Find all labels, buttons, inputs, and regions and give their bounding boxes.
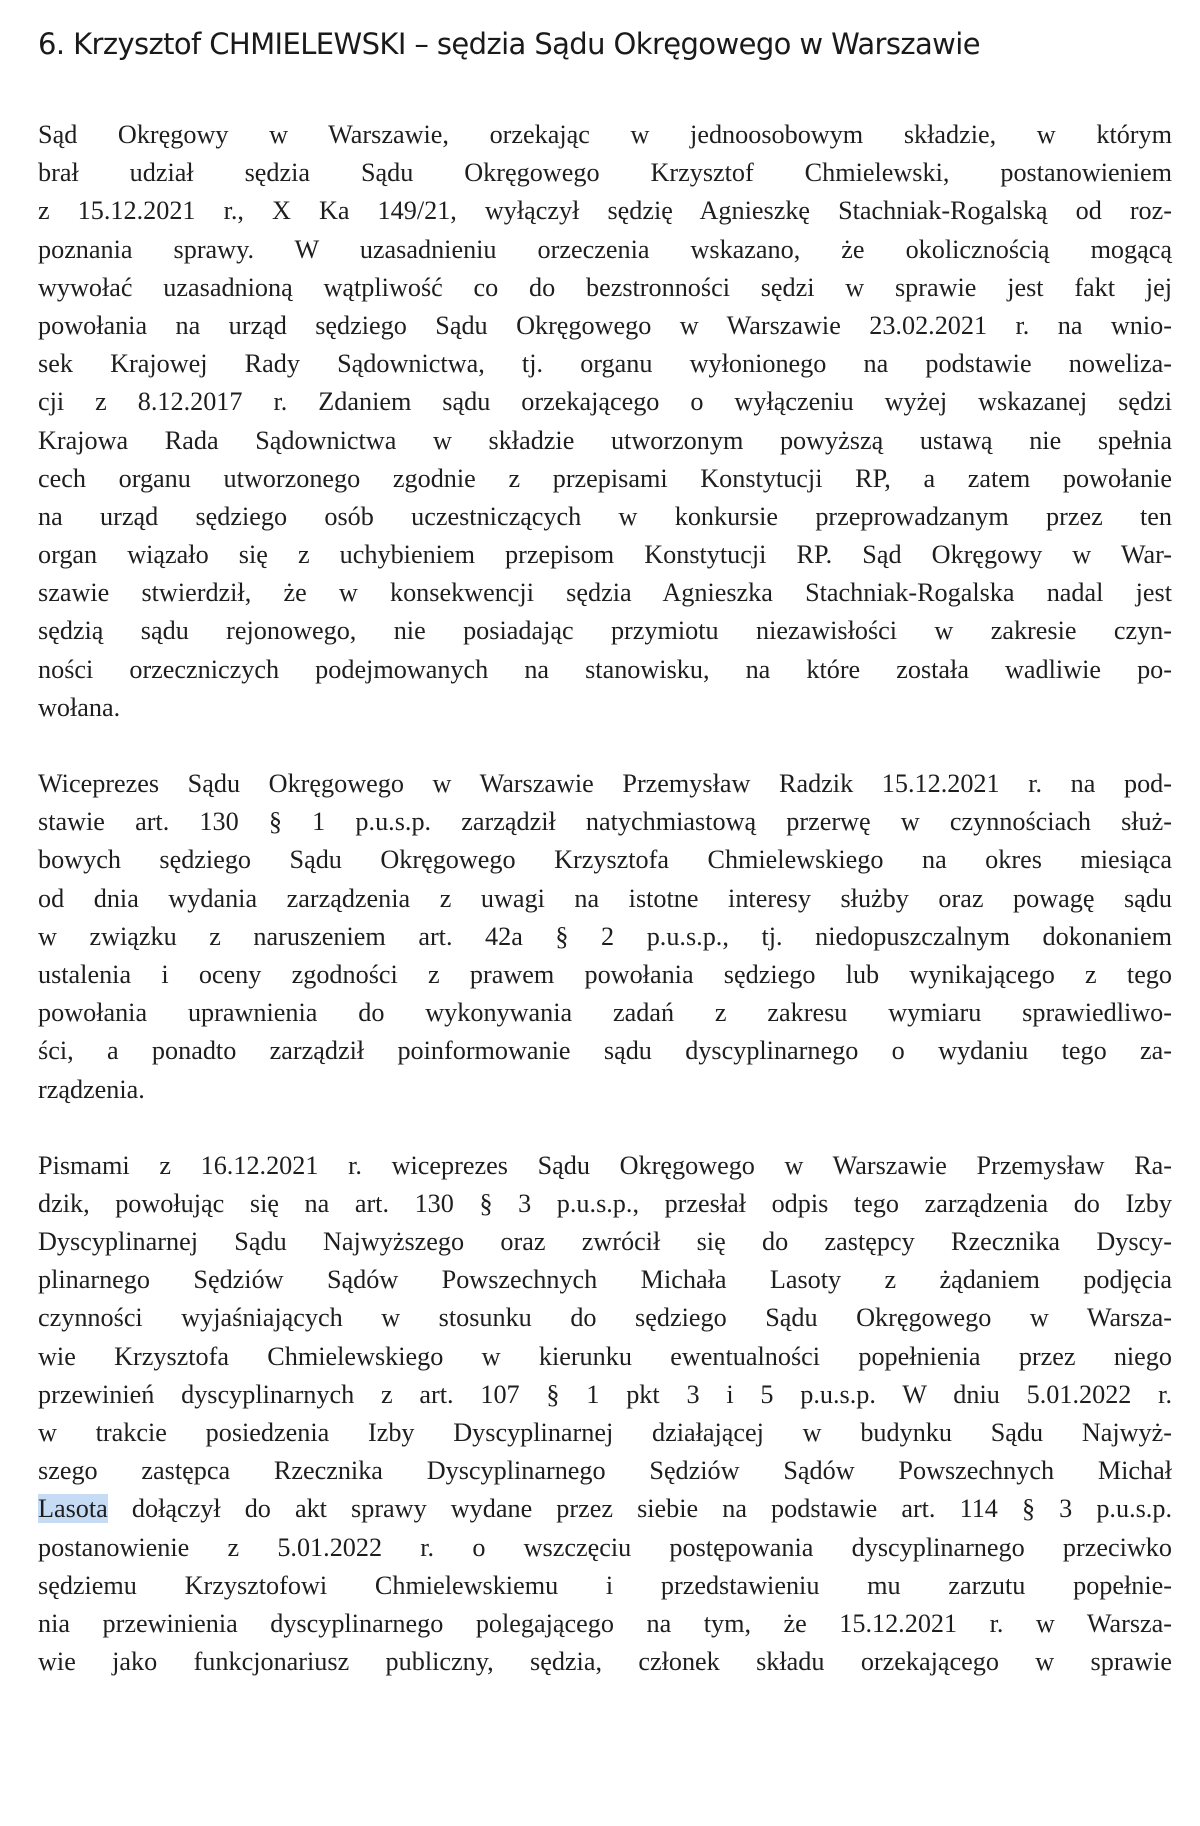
text-line: powołania uprawnienia do wykonywania zadań z zakresu wymiaru sprawiedliwo- (38, 998, 1172, 1028)
text-line: Dyscyplinarnej Sądu Najwyższego oraz zwrócił się do zastępcy Rzecznika Dyscy- (38, 1227, 1172, 1257)
text-line: poznania sprawy. W uzasadnieniu orzeczenia wskazano, że okolicznością mogącą (38, 234, 1172, 264)
paragraph-3 (38, 1147, 1172, 1682)
text-line: z 15.12.2021 r., X Ka 149/21, wyłączył sędzię Agnieszkę Stachniak-Rogalską od roz- (38, 196, 1172, 226)
text-line: Krajowa Rada Sądownictwa w składzie utworzonym powyższą ustawą nie spełnia (38, 425, 1172, 455)
text-line: stawie art. 130 § 1 p.u.s.p. zarządził natychmiastową przerwę w czynnościach służ- (38, 807, 1172, 837)
text-line: sędziemu Krzysztofowi Chmielewskiemu i przedstawieniu mu zarzutu popełnie- (38, 1570, 1172, 1600)
text-line: ści, a ponadto zarządził poinformowanie sądu dyscyplinarnego o wydaniu tego za- (38, 1036, 1172, 1066)
paragraph-2 (38, 765, 1172, 1109)
text-line: nia przewinienia dyscyplinarnego polegającego na tym, że 15.12.2021 r. w Warsza- (38, 1608, 1172, 1638)
text-line: przewinień dyscyplinarnych z art. 107 § 1 pkt 3 i 5 p.u.s.p. W dniu 5.01.2022 r. (38, 1379, 1172, 1409)
selected-text[interactable]: Lasota (38, 1494, 108, 1524)
text-line: powołania na urząd sędziego Sądu Okręgowego w Warszawie 23.02.2021 r. na wnio- (38, 310, 1172, 340)
text-line: wie Krzysztofa Chmielewskiego w kierunku ewentualności popełnienia przez niego (38, 1341, 1172, 1371)
text-line: od dnia wydania zarządzenia z uwagi na istotne interesy służby oraz powagę sądu (38, 883, 1172, 913)
document-page (38, 22, 1172, 1719)
text-line: ności orzeczniczych podejmowanych na stanowisku, na które została wadliwie po- (38, 654, 1172, 684)
text-line: cji z 8.12.2017 r. Zdaniem sądu orzekającego o wyłączeniu wyżej wskazanej sędzi (38, 387, 1172, 417)
text-line: rządzenia. (38, 1074, 145, 1104)
section-heading: 6. Krzysztof CHMIELEWSKI – sędzia Sądu Okręgowego w Warszawie (38, 27, 980, 61)
text-line: czynności wyjaśniających w stosunku do sędziego Sądu Okręgowego w Warsza- (38, 1303, 1172, 1333)
text-line: plinarnego Sędziów Sądów Powszechnych Michała Lasoty z żądaniem podjęcia (38, 1265, 1172, 1295)
text-line: cech organu utworzonego zgodnie z przepisami Konstytucji RP, a zatem powołanie (38, 463, 1172, 493)
text-line: szawie stwierdził, że w konsekwencji sędzia Agnieszka Stachniak-Rogalska nadal jest (38, 578, 1172, 608)
text-line: w związku z naruszeniem art. 42a § 2 p.u.s.p., tj. niedopuszczalnym dokonaniem (38, 921, 1172, 951)
paragraph-1 (38, 116, 1172, 727)
text-line: wywołać uzasadnioną wątpliwość co do bezstronności sędzi w sprawie jest fakt jej (38, 272, 1172, 302)
text-line: wie jako funkcjonariusz publiczny, sędzia, członek składu orzekającego w sprawie (38, 1647, 1172, 1677)
text-line: bowych sędziego Sądu Okręgowego Krzysztofa Chmielewskiego na okres miesiąca (38, 845, 1172, 875)
text-line: Sąd Okręgowy w Warszawie, orzekając w jednoosobowym składzie, w którym (38, 120, 1172, 149)
text-line: Wiceprezes Sądu Okręgowego w Warszawie Przemysław Radzik 15.12.2021 r. na pod- (38, 769, 1172, 798)
text-line: sędzią sądu rejonowego, nie posiadając przymiotu niezawisłości w zakresie czyn- (38, 616, 1172, 646)
text-line: na urząd sędziego osób uczestniczących w konkursie przeprowadzanym przez ten (38, 501, 1172, 531)
text-line: dzik, powołując się na art. 130 § 3 p.u.s.p., przesłał odpis tego zarządzenia do Izby (38, 1188, 1172, 1218)
text-line: wołana. (38, 692, 121, 722)
text-line: organ wiązało się z uchybieniem przepisom Konstytucji RP. Sąd Okręgowy w War- (38, 540, 1172, 570)
text-line: sek Krajowej Rady Sądownictwa, tj. organu wyłonionego na podstawie noweliza- (38, 349, 1172, 379)
text-span: dołączył do akt sprawy wydane przez siebie na podstawie art. 114 § 3 p.u.s.p. (107, 1494, 1172, 1524)
text-line: szego zastępca Rzecznika Dyscyplinarnego Sędziów Sądów Powszechnych Michał (38, 1456, 1172, 1486)
text-line: postanowienie z 5.01.2022 r. o wszczęciu postępowania dyscyplinarnego przeciwko (38, 1532, 1172, 1562)
text-line: ustalenia i oceny zgodności z prawem powołania sędziego lub wynikającego z tego (38, 959, 1172, 989)
text-line: w trakcie posiedzenia Izby Dyscyplinarnej działającej w budynku Sądu Najwyż- (38, 1418, 1172, 1447)
text-line: Pismami z 16.12.2021 r. wiceprezes Sądu Okręgowego w Warszawie Przemysław Ra- (38, 1150, 1172, 1180)
text-line: brał udział sędzia Sądu Okręgowego Krzysztof Chmielewski, postanowieniem (38, 158, 1172, 188)
text-line-with-selection (38, 1490, 1172, 1528)
